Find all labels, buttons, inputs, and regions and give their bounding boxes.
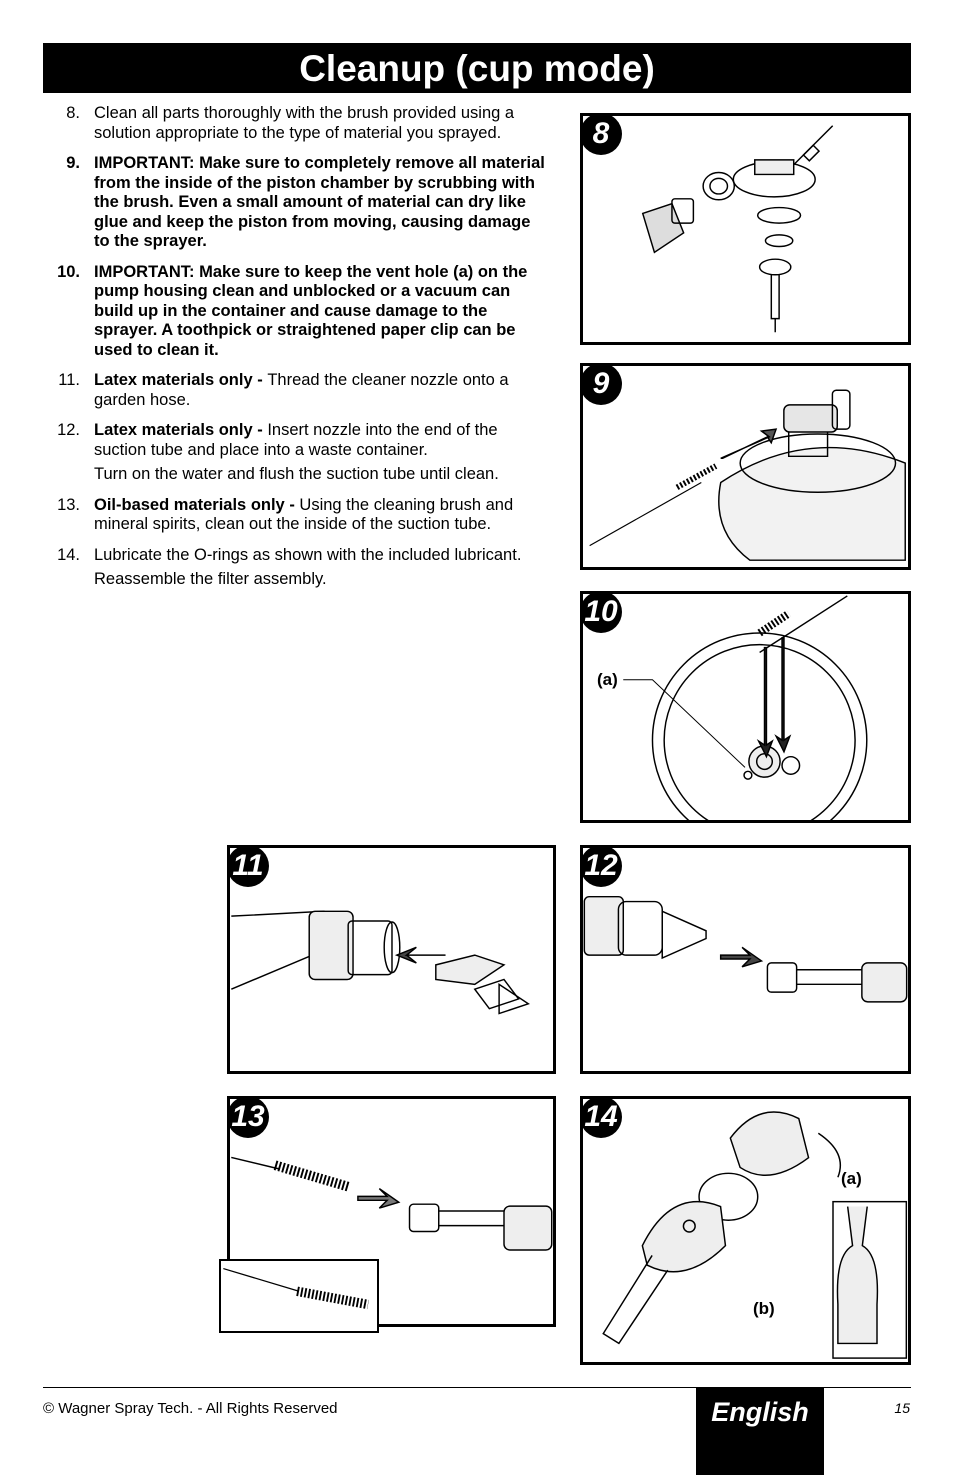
lubricate-o-rings-illustration <box>583 1099 908 1362</box>
step-number: 14. <box>57 545 80 564</box>
nozzle-onto-hose-illustration <box>230 848 553 1071</box>
figure-number-badge: 13 <box>227 1096 269 1138</box>
step-text: Lubricate the O-rings as shown with the included lubricant. <box>94 545 522 564</box>
figure-number-badge: 8 <box>580 113 622 155</box>
step-8 <box>40 104 548 143</box>
step-text: Using the cleaning brush and mineral spirits, clean out the inside of the suction tube. <box>94 495 514 533</box>
step-10 <box>40 263 548 361</box>
nozzle-into-suction-tube-illustration <box>583 848 908 1071</box>
figure-number-badge: 10 <box>580 591 622 633</box>
step-text: IMPORTANT: Make sure to keep the vent hole (a) on the pump housing clean and unblocked or a vacuum can build up in the container and cause damage to the sprayer. A toothpick or straightened paper clip can be used to clean it. <box>94 262 528 359</box>
step-14 <box>40 546 548 590</box>
callout-a: (a) <box>597 670 618 689</box>
figure-9 <box>580 363 911 570</box>
instruction-list <box>40 104 548 601</box>
figure-11 <box>227 845 556 1074</box>
exploded-filter-assembly-illustration <box>583 116 908 342</box>
step-number: 13. <box>57 495 80 514</box>
copyright-text: © Wagner Spray Tech. - All Rights Reserved <box>43 1400 338 1417</box>
step-11 <box>40 371 548 410</box>
vent-hole-cleaning-illustration <box>583 594 908 820</box>
page-title: Cleanup (cup mode) <box>43 43 911 93</box>
figure-number-badge: 11 <box>227 845 269 887</box>
step-text: IMPORTANT: Make sure to completely remove all material from the inside of the piston chamber by scrubbing with the brush. Even a small amount of material can dry like glue and keep the piston from moving, causing damage to the sprayer. <box>94 154 545 250</box>
figure-13-inset <box>219 1259 379 1333</box>
figure-number-badge: 9 <box>580 363 622 405</box>
page-number: 15 <box>894 1400 910 1416</box>
figure-12 <box>580 845 911 1074</box>
language-tab: English <box>696 1388 824 1475</box>
brush-cleaning-piston-illustration <box>583 366 908 567</box>
callout-b: (b) <box>753 1299 775 1318</box>
step-lead: Latex materials only - <box>94 421 268 439</box>
figure-number-badge: 12 <box>580 845 622 887</box>
step-text: Insert nozzle into the end of the suction tube and place into a waste container. <box>94 421 498 459</box>
step-12 <box>40 421 548 485</box>
figure-8 <box>580 113 911 345</box>
step-lead: Latex materials only - <box>94 371 268 389</box>
step-lead: Oil-based materials only - <box>94 495 300 514</box>
figure-number-badge: 14 <box>580 1096 622 1138</box>
figure-14 <box>580 1096 911 1365</box>
step-13 <box>40 496 548 535</box>
step-text: Thread the cleaner nozzle onto a garden hose. <box>94 371 509 409</box>
step-note: Turn on the water and flush the suction tube until clean. <box>94 465 499 483</box>
brush-detail-illustration <box>221 1261 377 1331</box>
step-9 <box>40 154 548 252</box>
step-number: 11. <box>58 371 80 389</box>
step-number: 8. <box>66 104 80 122</box>
step-number: 10. <box>57 262 80 281</box>
callout-a: (a) <box>841 1169 862 1188</box>
step-number: 12. <box>57 421 80 439</box>
step-note: Reassemble the filter assembly. <box>94 570 327 588</box>
step-text: Clean all parts thoroughly with the brush provided using a solution appropriate to the type of material you sprayed. <box>94 104 515 142</box>
figure-10 <box>580 591 911 823</box>
step-number: 9. <box>66 154 80 172</box>
